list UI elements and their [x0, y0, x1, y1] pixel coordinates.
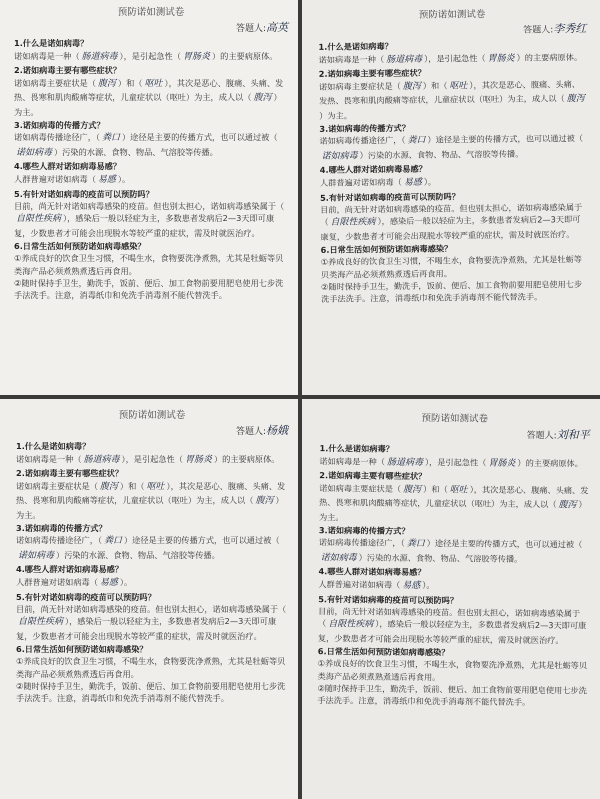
handwritten-answer: 腹泻 [255, 496, 274, 507]
answerer-label: 答题人: [523, 25, 554, 37]
handwritten-answer: 自限性疾病 [330, 217, 376, 229]
quiz-sheet-top-left [0, 0, 298, 395]
quiz-title: 预防诺如测试卷 [117, 7, 185, 18]
handwritten-answer: 易感 [99, 577, 118, 588]
answer-text: ）为主。 [319, 110, 353, 121]
sheet-content [0, 399, 298, 705]
answer-text: ），其次是恶心、腹痛、头痛、发热、畏寒和肌肉酸痛等症状，儿童症状以（呕吐）为主，成人以（ [319, 78, 580, 107]
answerer-signature: 高英 [266, 21, 288, 35]
sheet-content [302, 399, 600, 710]
answer-5 [14, 200, 288, 240]
answer-text: 人群普遍对诺如病毒（ [14, 173, 96, 184]
answer-text: 诺如病毒是一种（ [16, 453, 82, 464]
answerer-label: 答题人: [235, 427, 266, 438]
answer-text: 目前，尚无针对诺如病毒感染的疫苗。但也别太担心，诺如病毒感染属于（ [320, 202, 583, 228]
answer-text: ）污染的水源、食物、物品、气溶胶等传播。 [358, 552, 523, 564]
answer-text: 诺如病毒传播途径广，（ [14, 132, 100, 143]
quiz-sheet-top-right [302, 0, 600, 395]
question-5: 5.有针对诺如病毒的疫苗可以预防吗？ [320, 190, 460, 203]
answer-text: ）为主。 [16, 495, 284, 521]
question-3: 3.诺如病毒的传播方式？ [16, 522, 107, 533]
answer-3 [319, 132, 587, 164]
answer-text: ）污染的水源、食物、物品、气溶胶等传播。 [54, 146, 218, 157]
quiz-sheet-bottom-left [0, 399, 298, 799]
handwritten-answer: 易感 [402, 580, 421, 591]
quiz-title: 预防诺如测试卷 [418, 9, 486, 21]
answer-text: ）途径是主要的传播方式，也可以通过被（ [121, 132, 278, 143]
answer-2 [16, 480, 288, 522]
quiz-sheet-bottom-right [302, 399, 600, 799]
answer-4 [318, 578, 588, 595]
handwritten-answer: 胃肠炎 [487, 53, 515, 64]
question-5: 5.有针对诺如病毒的疫苗可以预防吗？ [16, 591, 156, 602]
question-1: 1.什么是诺如病毒？ [319, 443, 394, 454]
handwritten-answer: 腹泻 [566, 94, 585, 105]
answerer-signature: 杨娥 [266, 424, 288, 438]
answer-2 [14, 77, 288, 119]
question-1: 1.什么是诺如病毒？ [14, 38, 89, 49]
answer-text: ），是引起急性（ [119, 50, 181, 61]
question-6: 6.日常生活如何预防诺如病毒感染？ [14, 240, 146, 251]
answer-5 [16, 603, 288, 643]
handwritten-answer: 自限性疾病 [16, 214, 62, 225]
handwritten-answer: 易感 [97, 174, 116, 185]
question-3: 3.诺如病毒的传播方式？ [319, 122, 411, 134]
handwritten-answer: 腹泻 [253, 93, 272, 104]
handwritten-answer: 腹泻 [403, 484, 422, 495]
question-5: 5.有针对诺如病毒的疫苗可以预防吗？ [14, 188, 154, 199]
answer-text: ），是引起急性（ [121, 453, 183, 464]
answer-text: ）的主要病原体。 [517, 457, 583, 469]
answer-text: ）污染的水源、食物、物品、气溶胶等传播。 [359, 148, 524, 161]
answer-3 [14, 131, 288, 160]
handwritten-answer: 自限性疾病 [18, 617, 64, 628]
handwritten-answer: 腹泻 [97, 78, 116, 89]
quiz-title: 预防诺如测试卷 [118, 410, 186, 421]
answerer-signature: 李秀红 [553, 22, 587, 36]
answer-1 [16, 453, 288, 468]
answer-4 [16, 576, 288, 591]
question-4: 4.哪些人群对诺如病毒易感？ [16, 564, 124, 575]
answer-6-item-1: ①养成良好的饮食卫生习惯，不喝生水，食物要洗净煮熟，尤其是牡蛎等贝类海产品必须煮熟煮透后再食用。 [16, 656, 286, 679]
answer-text: ），其次是恶心、腹痛、头痛、发热、畏寒和肌肉酸痛等症状，儿童症状以（呕吐）为主，成人以（ [319, 484, 589, 510]
handwritten-answer: 粪口 [103, 536, 122, 547]
handwritten-answer: 诺如病毒 [16, 147, 53, 158]
answer-text: ）为主。 [14, 92, 282, 118]
answer-6-item-2: ②随时保持手卫生，勤洗手，饭前、便后、加工食物前要用肥皂使用七步洗手法洗手。注意，消毒纸巾和免洗手消毒剂不能代替洗手。 [320, 279, 583, 305]
sheet-content [0, 0, 298, 302]
answer-text: 诺如病毒传播途径广，（ [318, 537, 405, 548]
handwritten-answer: 自限性疾病 [328, 619, 374, 631]
answer-text: ）途径是主要的传播方式，也可以通过被（ [427, 133, 584, 145]
answer-text: 诺如病毒传播途径广，（ [319, 134, 406, 146]
answer-text: 人群普遍对诺如病毒（ [318, 579, 401, 590]
answer-text: ），是引起急性（ [424, 52, 486, 64]
answer-3 [16, 534, 288, 563]
answer-text: ），感染后一般以轻症为主，多数患者发病后2—3天即可康复，少数患者才可能会出现脱水等较严重的症状，需及时就医治疗。 [317, 619, 587, 646]
question-2: 2.诺如病毒主要有哪些症状？ [16, 468, 124, 479]
quiz-title: 预防诺如测试卷 [421, 413, 489, 425]
answer-text: ）为主。 [318, 499, 587, 523]
answer-text: ）。 [117, 173, 131, 184]
answer-text: 诺如病毒是一种（ [319, 455, 386, 467]
answer-text: ）的主要病原体。 [211, 50, 278, 61]
answer-text: 诺如病毒主要症状是（ [318, 80, 401, 92]
handwritten-answer: 呕吐 [449, 485, 468, 496]
question-3: 3.诺如病毒的传播方式？ [14, 119, 105, 130]
answer-text: ），感染后一般以轻症为主，多数患者发病后2—3天即可康复，少数患者才可能会出现脱水等较严重的症状，需及时就医治疗。 [16, 616, 277, 642]
answerer-line [16, 423, 288, 440]
answer-text: ）。 [423, 176, 437, 187]
answer-4 [14, 173, 288, 188]
handwritten-answer: 腹泻 [558, 500, 577, 511]
handwritten-answer: 呕吐 [144, 78, 163, 89]
question-2: 2.诺如病毒主要有哪些症状？ [318, 68, 426, 80]
question-1: 1.什么是诺如病毒？ [318, 41, 393, 52]
handwritten-answer: 腹泻 [99, 481, 118, 492]
answer-5 [318, 605, 588, 647]
answer-text: 人群普遍对诺如病毒（ [319, 176, 402, 188]
question-4: 4.哪些人群对诺如病毒易感？ [319, 164, 427, 176]
question-3: 3.诺如病毒的传播方式？ [318, 524, 410, 536]
answer-text: ）的主要病原体。 [213, 453, 280, 464]
answer-text: ）和（ [117, 77, 143, 88]
answer-text: 目前，尚无针对诺如病毒感染的疫苗。但也别太担心，诺如病毒感染属于（ [16, 604, 287, 614]
handwritten-answer: 粪口 [101, 133, 120, 144]
answer-text: ），感染后一般以轻症为主，多数患者发病后2—3天即可康复，少数患者才可能会出现脱水等较严重的症状，需及时就医治疗。 [14, 213, 275, 239]
question-4: 4.哪些人群对诺如病毒易感？ [318, 566, 426, 578]
handwritten-answer: 胃肠炎 [184, 454, 212, 465]
handwritten-answer: 肠道病毒 [81, 51, 118, 62]
answer-text: ）的主要病原体。 [516, 51, 583, 63]
handwritten-answer: 诺如病毒 [320, 552, 357, 564]
answer-text: 目前，尚无针对诺如病毒感染的疫苗。但也别太担心，诺如病毒感染属于（ [317, 606, 581, 629]
handwritten-answer: 腹泻 [402, 81, 421, 92]
answer-text: ），感染后一般以轻症为主，多数患者发病后2—3天即可康复，少数患者才可能会出现脱水等较严重的症状，需及时就医治疗。 [320, 214, 581, 242]
answer-6-item-2: ②随时保持手卫生，勤洗手，饭前、便后、加工食物前要用肥皂使用七步洗手法洗手。注意，消毒纸巾和免洗手消毒剂不能代替洗手。 [16, 681, 286, 704]
question-6: 6.日常生活如何预防诺如病毒感染？ [317, 645, 450, 657]
question-5: 5.有针对诺如病毒的疫苗可以预防吗？ [318, 593, 459, 605]
answer-text: 诺如病毒主要症状是（ [14, 77, 96, 88]
answer-6-item-1: ①养成良好的饮食卫生习惯，不喝生水，食物要洗净煮熟，尤其是牡蛎等贝类海产品必须煮熟煮透后再食用。 [14, 253, 284, 276]
answer-text: 目前，尚无针对诺如病毒感染的疫苗。但也别太担心，诺如病毒感染属于（ [14, 201, 285, 211]
question-2: 2.诺如病毒主要有哪些症状？ [14, 65, 122, 76]
handwritten-answer: 诺如病毒 [321, 151, 358, 162]
answerer-line [14, 20, 288, 37]
handwritten-answer: 粪口 [407, 135, 426, 146]
answer-text: 诺如病毒主要症状是（ [319, 482, 402, 494]
answer-2 [319, 482, 589, 526]
question-6: 6.日常生活如何预防诺如病毒感染？ [16, 643, 148, 654]
answer-1 [14, 50, 288, 65]
handwritten-answer: 诺如病毒 [18, 550, 55, 561]
answer-3 [319, 536, 589, 568]
answer-text: ）。 [119, 576, 133, 587]
sheet-content [302, 0, 600, 306]
answer-text: 人群普遍对诺如病毒（ [16, 576, 98, 587]
handwritten-answer: 肠道病毒 [386, 54, 423, 65]
handwritten-answer: 呕吐 [449, 81, 468, 92]
answer-text: 诺如病毒传播途径广，（ [16, 535, 102, 546]
answer-2 [319, 78, 587, 123]
question-2: 2.诺如病毒主要有哪些症状？ [319, 470, 427, 482]
answer-text: 诺如病毒主要症状是（ [16, 480, 98, 491]
answer-text: ）和（ [422, 80, 448, 91]
handwritten-answer: 肠道病毒 [83, 454, 120, 465]
handwritten-answer: 粪口 [406, 538, 425, 550]
question-6: 6.日常生活如何预防诺如病毒感染？ [320, 243, 453, 255]
answerer-signature: 刘和平 [556, 428, 590, 442]
handwritten-answer: 易感 [403, 177, 422, 188]
answer-text: ）和（ [423, 483, 448, 495]
answer-5 [320, 201, 588, 243]
answer-text: 诺如病毒是一种（ [14, 50, 80, 61]
answerer-label: 答题人: [235, 24, 266, 35]
answer-text: ）污染的水源、食物、物品、气溶胶等传播。 [56, 549, 220, 560]
answer-6-item-2: ②随时保持手卫生，勤洗手，饭前、便后、加工食物前要用肥皂使用七步洗手法洗手。注意，消毒纸巾和免洗手消毒剂不能代替洗手。 [317, 683, 587, 708]
answerer-line [318, 21, 586, 41]
answer-text: ）。 [422, 579, 435, 591]
answer-6-item-1: ①养成良好的饮食卫生习惯，不喝生水，食物要洗净煮熟，尤其是牡蛎等贝类海产品必须煮熟煮透后再食用。 [320, 254, 582, 280]
question-4: 4.哪些人群对诺如病毒易感？ [14, 161, 122, 172]
answer-text: ），其次是恶心、腹痛、头痛、发热、畏寒和肌肉酸痛等症状，儿童症状以（呕吐）为主，成人以（ [14, 77, 284, 103]
answer-text: ）和（ [119, 480, 145, 491]
answer-6-item-2: ②随时保持手卫生，勤洗手，饭前、便后、加工食物前要用肥皂使用七步洗手法洗手。注意，消毒纸巾和免洗手消毒剂不能代替洗手。 [14, 278, 284, 301]
answer-text: ）途径是主要的传播方式，也可以通过被（ [123, 535, 280, 546]
handwritten-answer: 胃肠炎 [182, 51, 210, 62]
answer-text: 诺如病毒是一种（ [318, 53, 385, 65]
answer-text: ），其次是恶心、腹痛、头痛、发热、畏寒和肌肉酸痛等症状，儿童症状以（呕吐）为主，成人以（ [16, 480, 286, 506]
answerer-label: 答题人: [526, 431, 557, 442]
answer-text: ），是引起急性（ [424, 456, 487, 468]
question-1: 1.什么是诺如病毒？ [16, 441, 91, 452]
answer-6-item-1: ①养成良好的饮食卫生习惯，不喝生水，食物要洗净煮熟，尤其是牡蛎等贝类海产品必须煮熟煮透后再食用。 [317, 658, 588, 682]
handwritten-answer: 呕吐 [146, 481, 165, 492]
answer-text: ）途径是主要的传播方式，也可以通过被（ [426, 538, 583, 550]
handwritten-answer: 胃肠炎 [488, 458, 516, 469]
handwritten-answer: 肠道病毒 [386, 457, 424, 468]
